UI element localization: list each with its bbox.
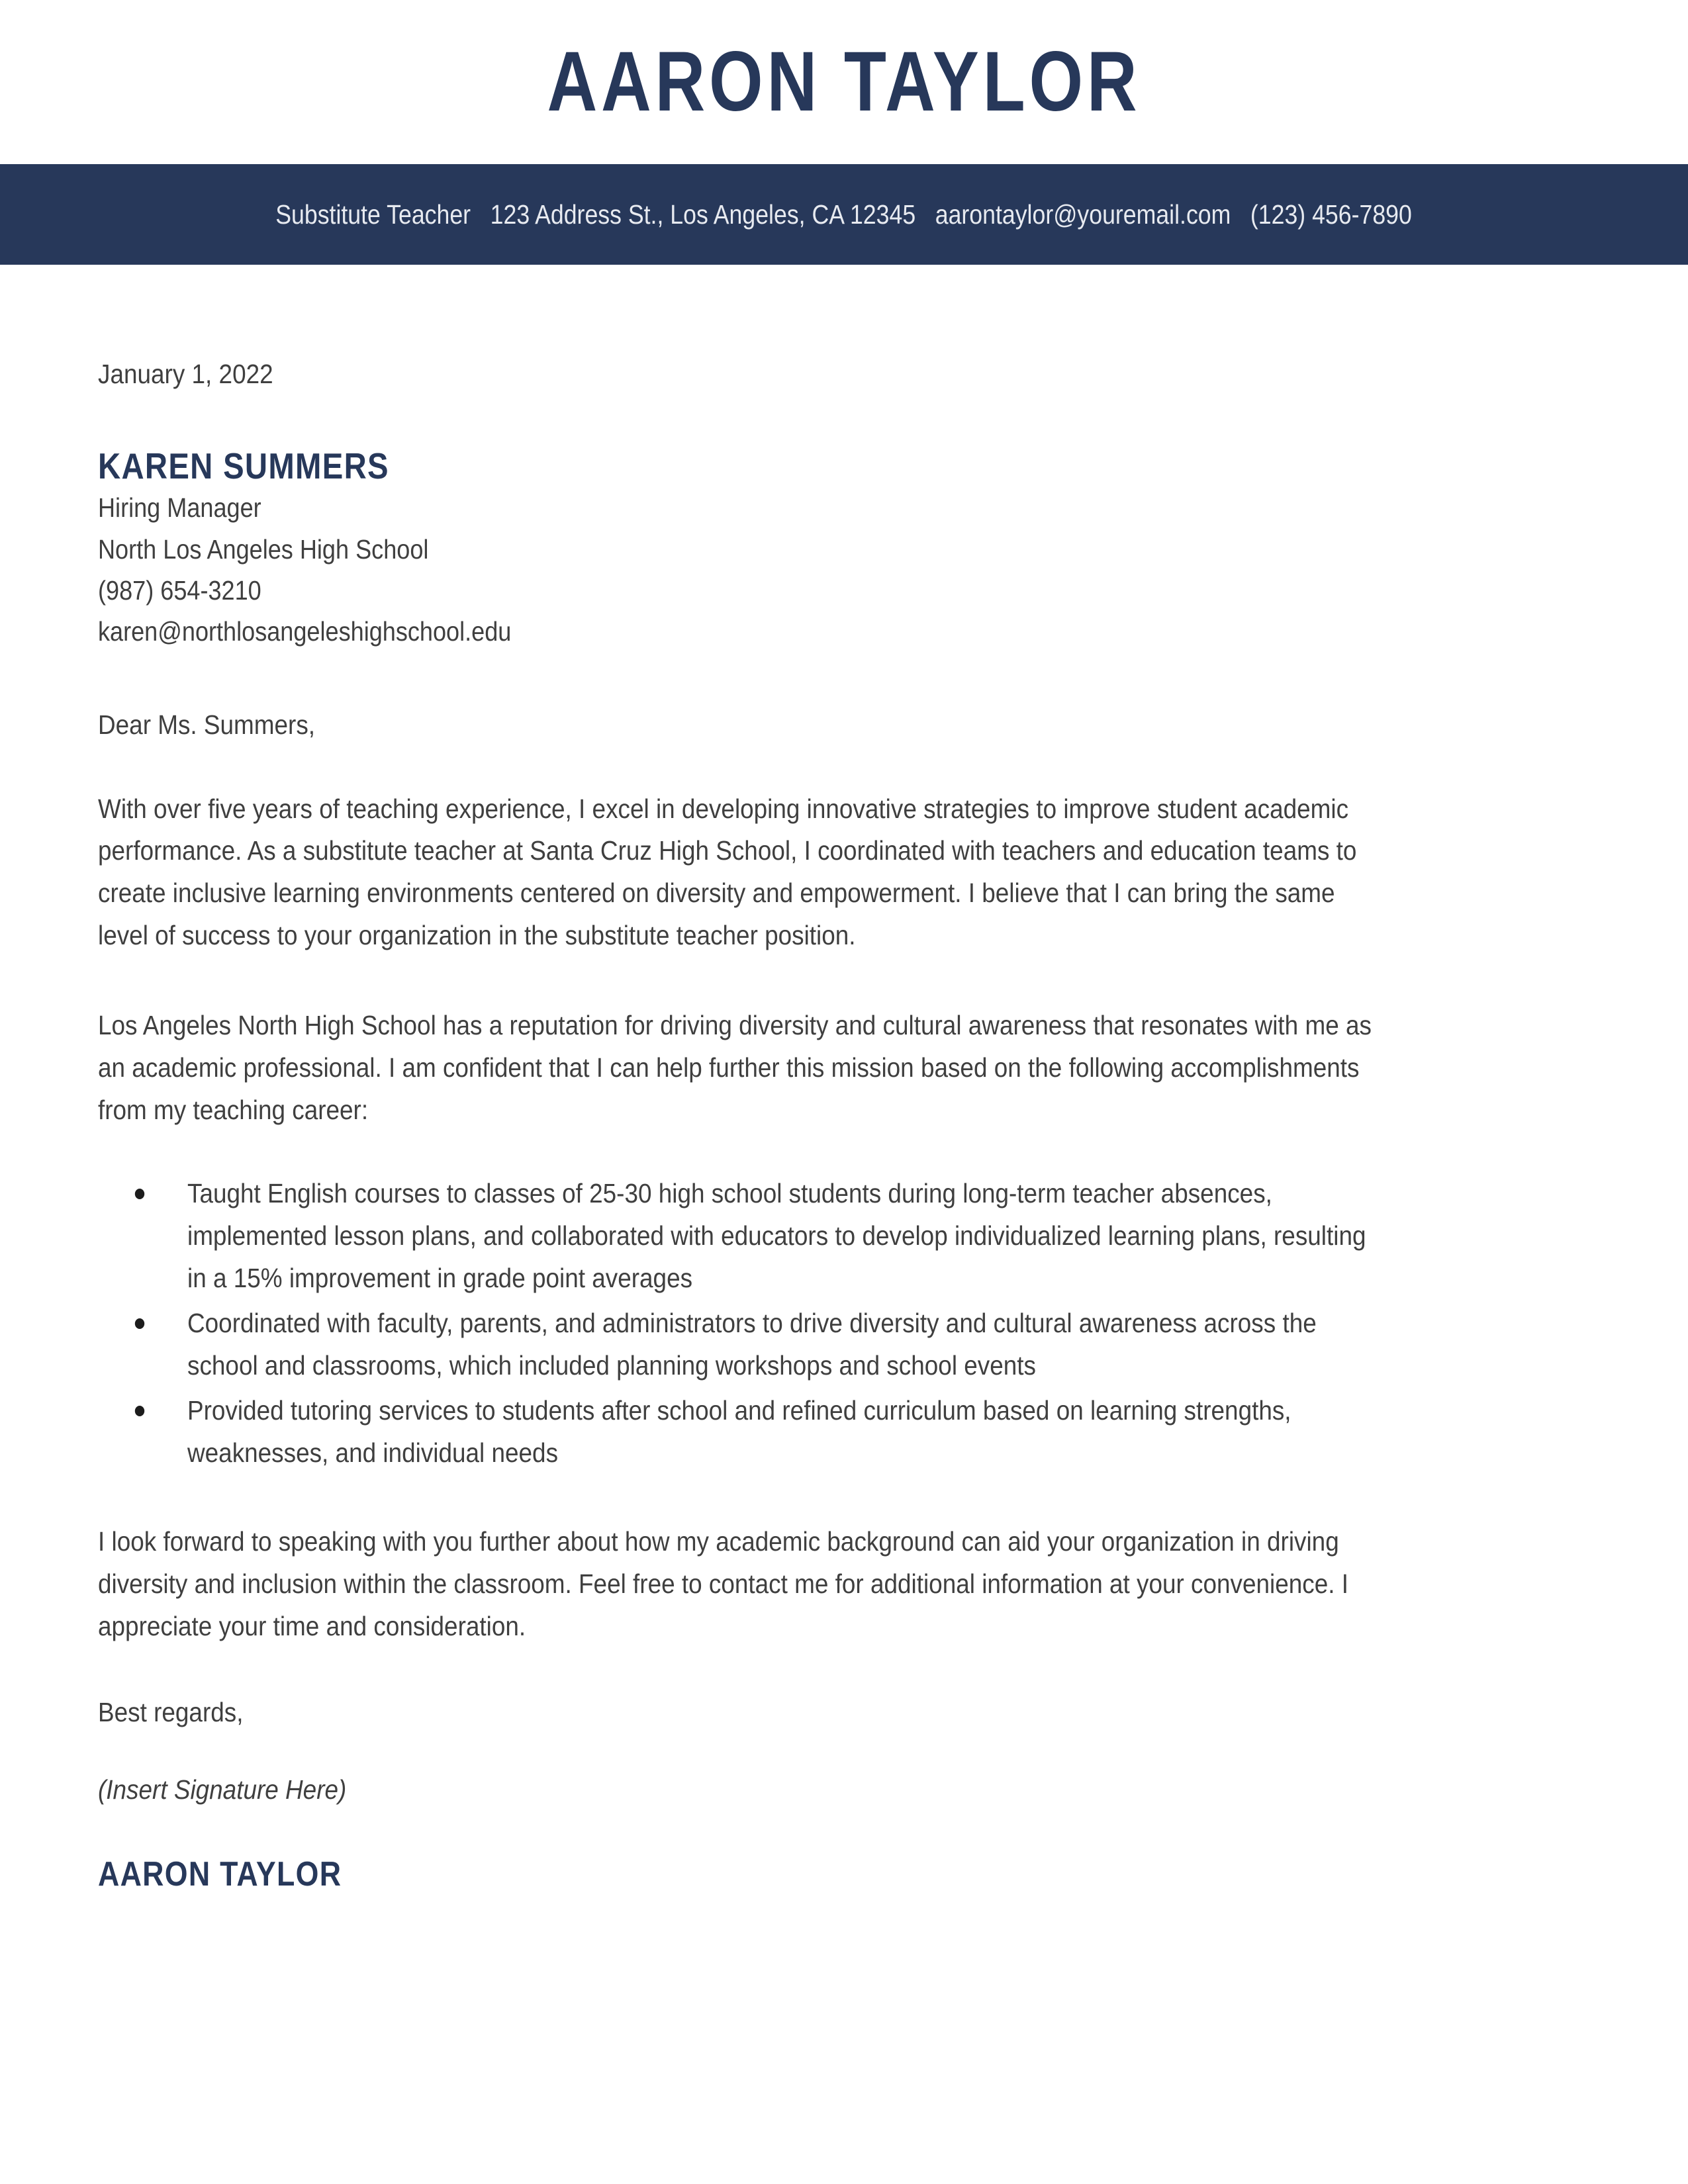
bullet-dot-icon: [135, 1406, 144, 1416]
recipient-phone: (987) 654-3210: [98, 574, 261, 606]
letter-salutation: Dear Ms. Summers,: [98, 709, 316, 740]
recipient-organization: North Los Angeles High School: [98, 533, 429, 565]
accomplishments-list: [98, 1173, 1528, 1475]
bullet-dot-icon: [135, 1318, 144, 1329]
recipient-title: Hiring Manager: [98, 492, 261, 523]
letterhead-name-zone: [0, 0, 1688, 164]
contact-item-phone[interactable]: (123) 456-7890: [1250, 199, 1413, 230]
list-item-text: Provided tutoring services to students after school and refined curriculum based on learning strengths, weaknesses, and individual needs: [187, 1394, 1291, 1468]
contact-item-job-title: Substitute Teacher: [275, 199, 471, 230]
letter-date: January 1, 2022: [98, 359, 273, 389]
signer-name: AARON TAYLOR: [98, 1854, 342, 1893]
letterhead-contact-bar: [0, 164, 1688, 265]
recipient-email: karen@northlosangeleshighschool.edu: [98, 616, 512, 647]
closing-paragraph: I look forward to speaking with you further about how my academic background can aid your organization in driving diversity and inclusion within the classroom. Feel free to contact me for additional information at your convenience. I appreciate your time and consideration.: [98, 1525, 1349, 1641]
letterhead-full-name: AARON TAYLOR: [547, 34, 1141, 129]
list-item: [98, 1390, 1385, 1475]
contact-item-address: 123 Address St., Los Angeles, CA 12345: [491, 199, 916, 230]
body-paragraph-2: Los Angeles North High School has a reputation for driving diversity and cultural awareness that resonates with me as an academic professional. I am confident that I can help further this mission based on the following accomplishments from my teaching career:: [98, 1010, 1372, 1126]
list-item: [98, 1173, 1385, 1300]
body-paragraph-1: With over five years of teaching experience, I excel in developing innovative strategies to improve student academic performance. As a substitute teacher at Santa Cruz High School, I coordinated with teachers and education teams to create inclusive learning environments centered on diversity and empowerment. I believe that I can bring the same level of success to your organization in the substitute teacher position.: [98, 793, 1357, 951]
contact-line: [266, 201, 1422, 228]
list-item-text: Coordinated with faculty, parents, and administrators to drive diversity and cultural awareness across the school and classrooms, which included planning workshops and school events: [187, 1308, 1317, 1381]
list-item: [98, 1302, 1385, 1387]
letter-body: [0, 359, 1688, 1894]
recipient-block: [98, 445, 1590, 653]
contact-item-email[interactable]: aarontaylor@youremail.com: [935, 199, 1231, 230]
letter-signoff: Best regards,: [98, 1696, 244, 1727]
signature-placeholder: (Insert Signature Here): [98, 1774, 347, 1805]
bullet-dot-icon: [135, 1189, 144, 1199]
recipient-name: KAREN SUMMERS: [98, 445, 389, 486]
list-item-text: Taught English courses to classes of 25-30 high school students during long-term teacher absences, implemented lesson plans, and collaborated with educators to develop individualized learning plans, resulting in a 15% improvement in grade point averages: [187, 1178, 1366, 1294]
